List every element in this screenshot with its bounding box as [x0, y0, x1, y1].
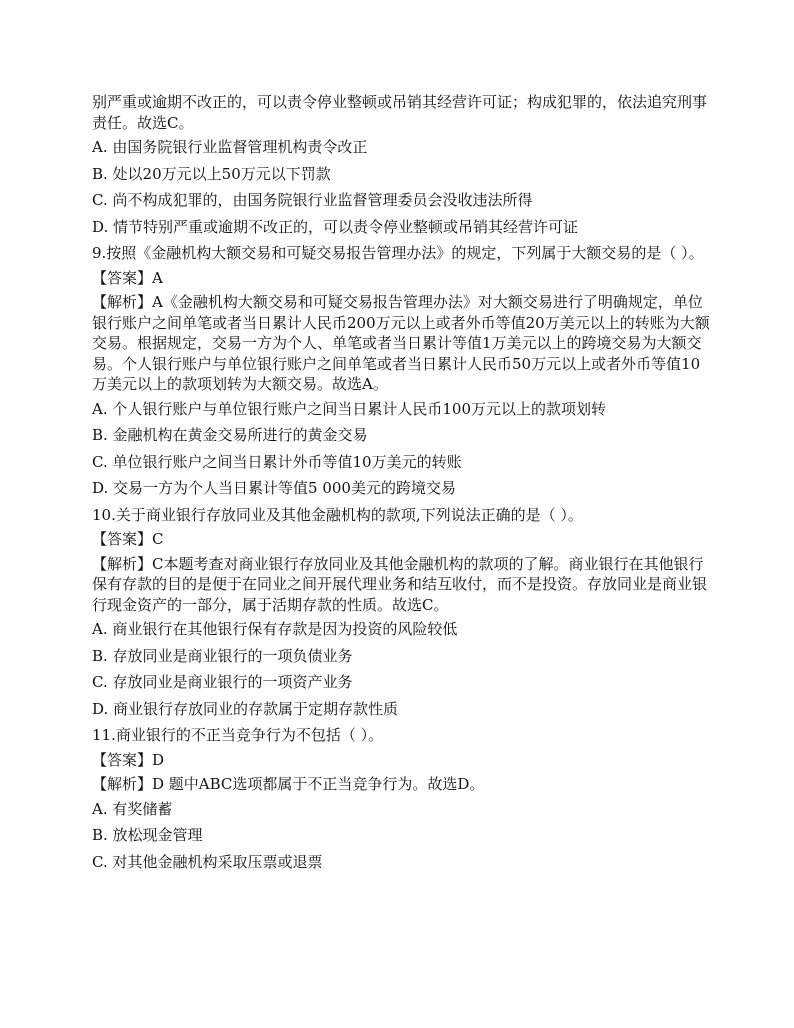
option-d: D. 商业银行存放同业的存款属于定期存款性质 [92, 699, 399, 718]
option-c: C. 对其他金融机构采取压票或退票 [92, 852, 323, 871]
option-a: A. 有奖储蓄 [92, 799, 173, 818]
question-10: 10.关于商业银行存放同业及其他金融机构的款项,下列说法正确的是（ ）。 [92, 505, 583, 524]
answer-10: 【答案】C [92, 530, 164, 548]
option-c: C. 尚不构成犯罪的，由国务院银行业监督管理委员会没收违法所得 [92, 191, 533, 209]
option-b: B. 放松现金管理 [92, 826, 203, 844]
option-d: D. 交易一方为个人当日累计等值5 000美元的跨境交易 [92, 479, 456, 497]
option-c: C. 单位银行账户之间当日累计外币等值10万美元的转账 [92, 452, 462, 471]
option-a: A. 商业银行在其他银行保有存款是因为投资的风险较低 [92, 620, 458, 638]
explanation-11: 【解析】D 题中ABC选项都属于不正当竞争行为。故选D。 [92, 775, 485, 793]
option-a: A. 由国务院银行业监督管理机构责令改正 [92, 138, 368, 156]
document-page [92, 92, 712, 878]
option-a: A. 个人银行账户与单位银行账户之间当日累计人民币100万元以上的款项划转 [92, 399, 607, 418]
explanation-9: 【解析】A《金融机构大额交易和可疑交易报告管理办法》对大额交易进行了明确规定，单位银行账户之间单笔或者当日累计人民币200万元以上或者外币等值20万美元以上的转账为大额交易。根据规定，交易一方为个人、单笔或者当日累计等值1万美元以上的跨境交易为大额交易。个人银行账户与单位银行账户之间单笔或者当日累计人民币50万元以上或者外币等值10万美元以上的款项划转为大额交易。故选A。 [92, 293, 710, 393]
answer-11: 【答案】D [92, 750, 165, 769]
option-b: B. 金融机构在黄金交易所进行的黄金交易 [92, 426, 368, 444]
question-9: 9.按照《金融机构大额交易和可疑交易报告管理办法》的规定，下列属于大额交易的是（ ）。 [92, 244, 704, 262]
paragraph-continued-explanation: 别严重或逾期不改正的，可以责令停业整顿或吊销其经营许可证；构成犯罪的，依法追究刑事责任。故选C。 [92, 93, 708, 132]
question-11: 11.商业银行的不正当竞争行为不包括（ ）。 [92, 726, 384, 744]
option-d: D. 情节特别严重或逾期不改正的，可以责令停业整顿或吊销其经营许可证 [92, 217, 579, 236]
option-c: C. 存放同业是商业银行的一项资产业务 [92, 673, 353, 691]
explanation-10: 【解析】C本题考查对商业银行存放同业及其他金融机构的款项的了解。商业银行在其他银行保有存款的目的是便于在同业之间开展代理业务和结互收付，而不是投资。存放同业是商业银行现金资产的一部分，属于活期存款的性质。故选C。 [92, 554, 708, 614]
option-b: B. 处以20万元以上50万元以下罚款 [92, 164, 331, 183]
option-b: B. 存放同业是商业银行的一项负债业务 [92, 646, 353, 665]
answer-9: 【答案】A [92, 268, 163, 287]
